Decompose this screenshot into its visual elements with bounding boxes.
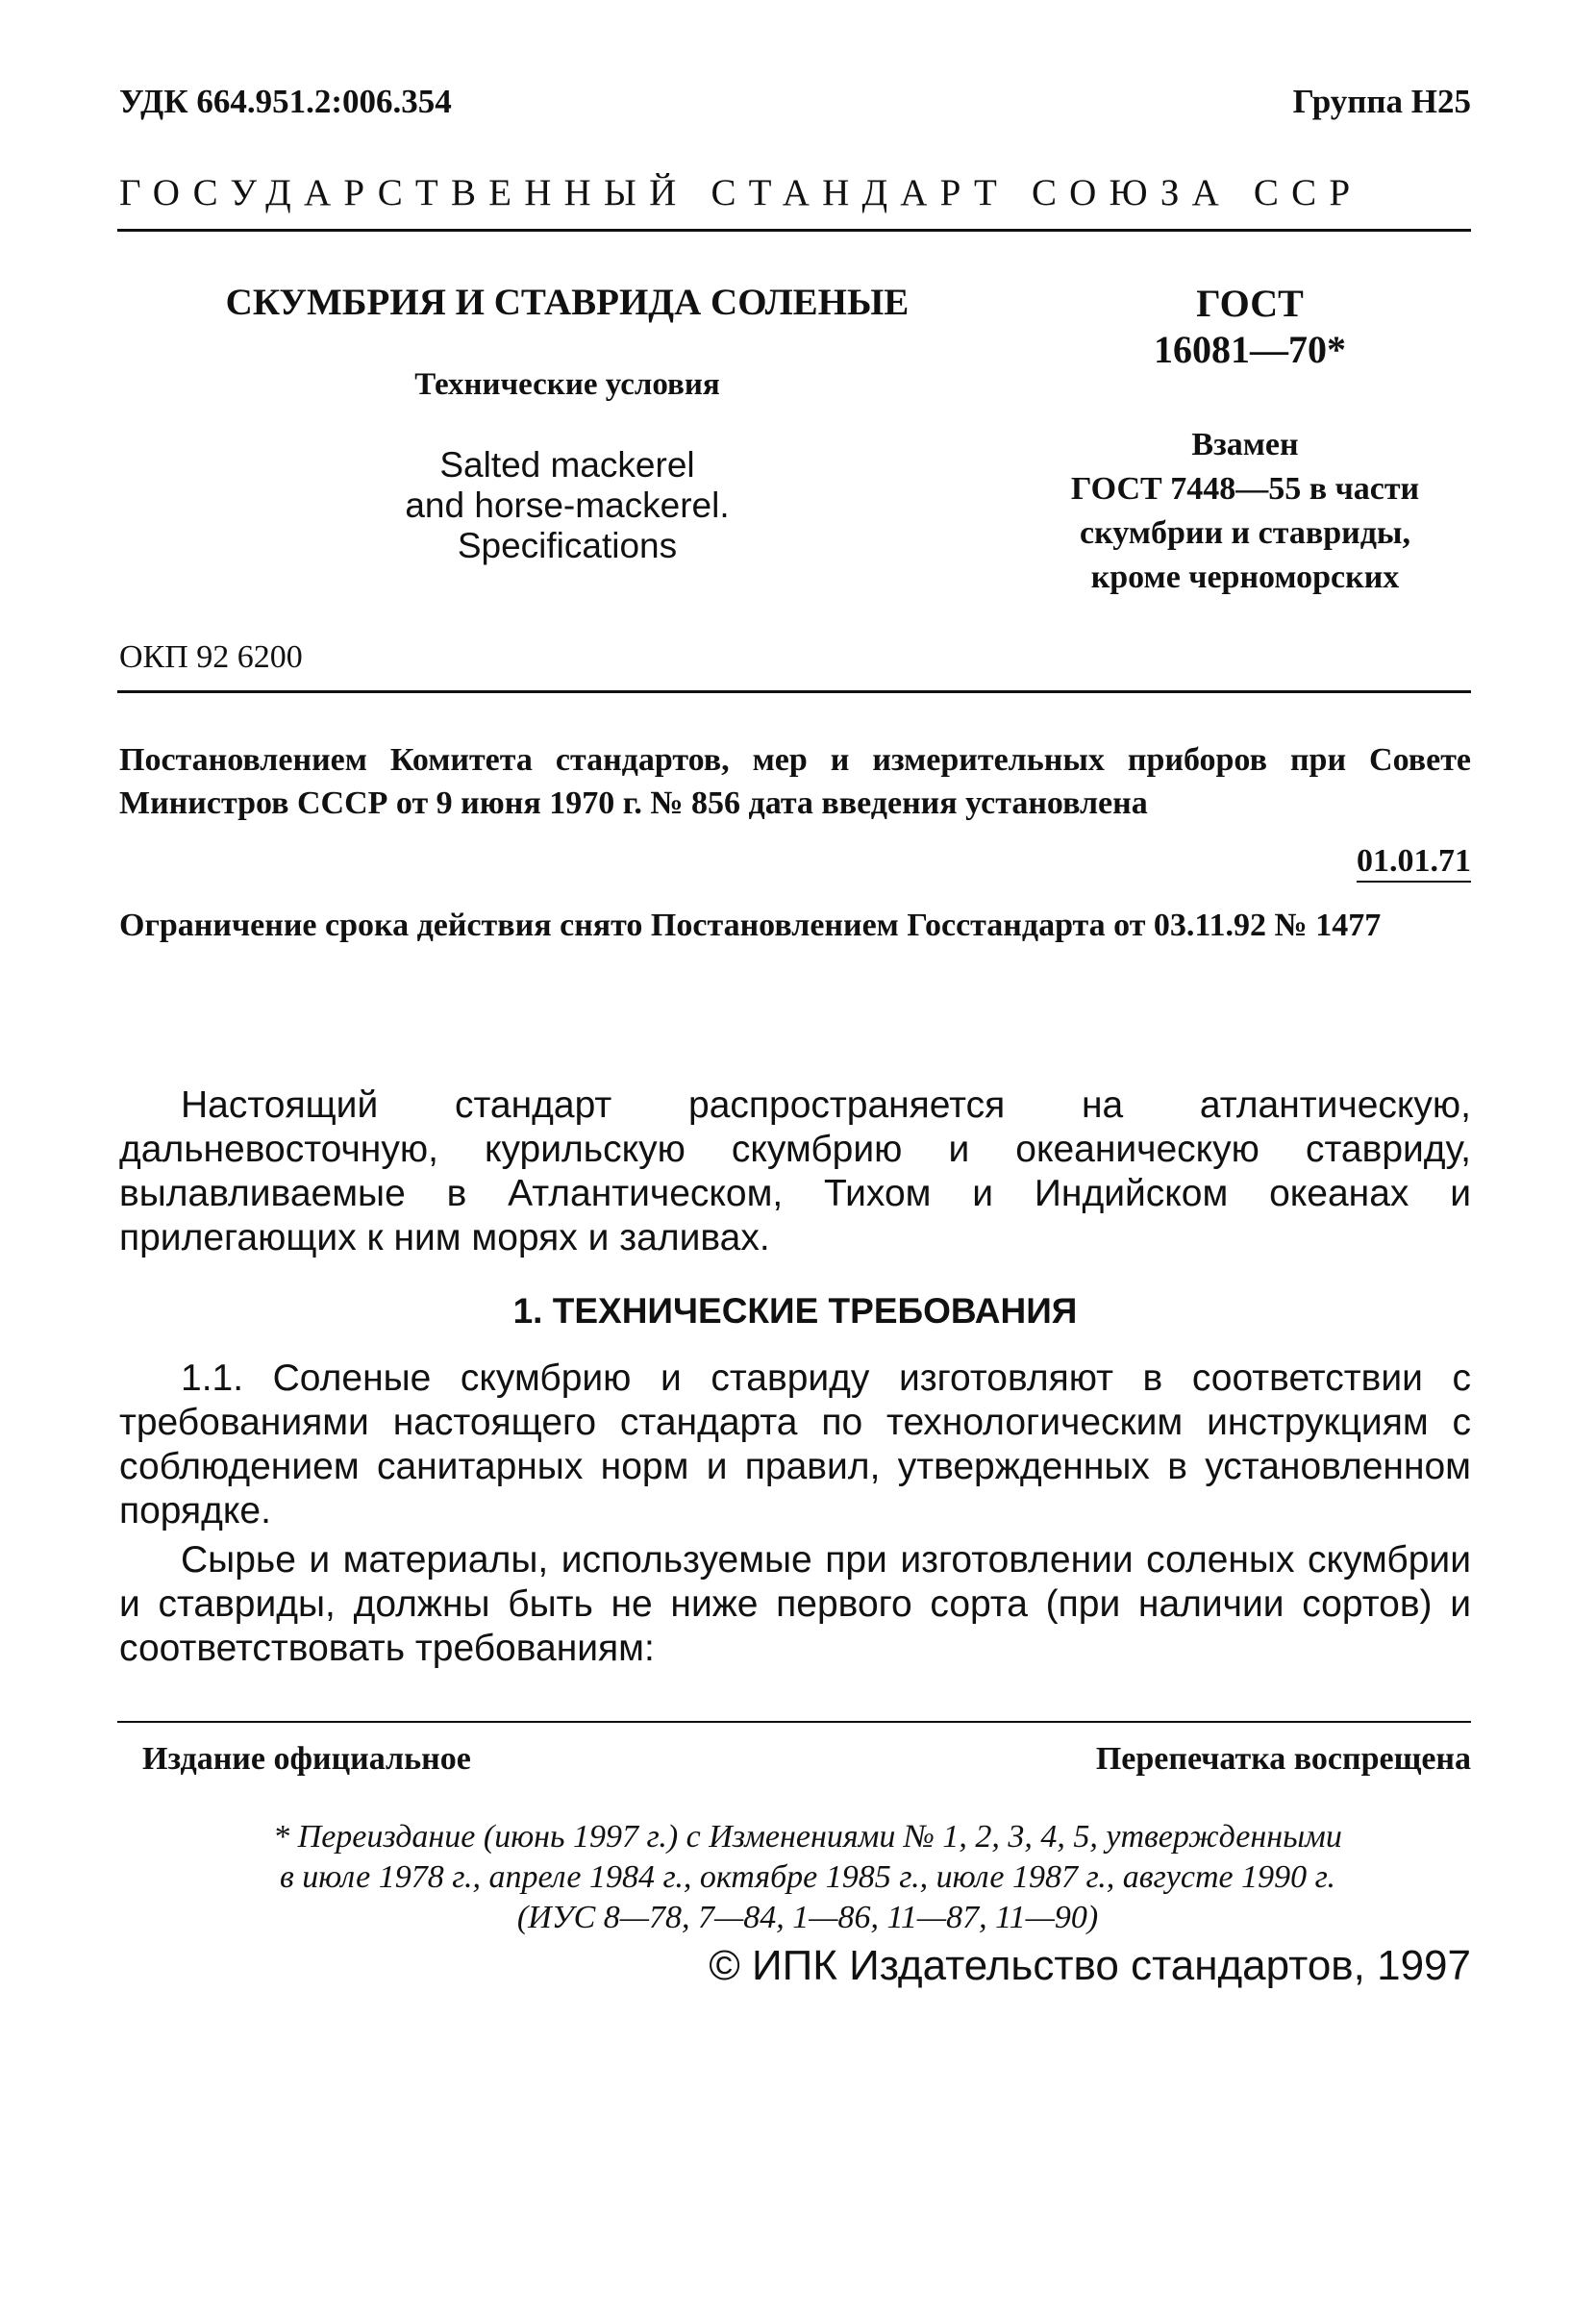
- replaces-note: [1005, 423, 1485, 600]
- footer-divider: [117, 1721, 1471, 1723]
- okp-code: ОКП 92 6200: [119, 639, 303, 675]
- section-heading: 1. ТЕХНИЧЕСКИЕ ТРЕБОВАНИЯ: [512, 1291, 1078, 1331]
- reprint-note: [144, 1817, 1471, 1938]
- limit-removed-note: Ограничение срока действия снято Постановлением Госстандарта от 03.11.92 № 1477: [119, 908, 1382, 943]
- english-title-line: Specifications: [457, 526, 678, 565]
- clause-1-1: 1.1. Соленые скумбрию и ставриду изготовляют в соответствии с требованиями настоящего стандарта по технологическим инструкциям с соблюдением санитарных норм и правил, утвержденных в установленном порядке.: [119, 1357, 1471, 1532]
- english-title-line: and horse-mackerel.: [405, 486, 730, 525]
- scope-paragraph: Настоящий стандарт распространяется на атлантическую, дальневосточную, курильскую скумбрию и океаническую ставриду, вылавливаемые в Атлантическом, Тихом и Индийском океанах и прилегающих к ним морях и заливах.: [119, 1084, 1471, 1258]
- replaces-line: Взамен: [1191, 427, 1299, 462]
- english-title: [269, 445, 865, 566]
- gost-label: ГОСТ: [1196, 282, 1304, 325]
- document-title: СКУМБРИЯ И СТАВРИДА СОЛЕНЫЕ: [225, 282, 910, 323]
- reprint-note-line: * Переиздание (июнь 1997 г.) с Изменениями № 1, 2, 3, 4, 5, утвержденными: [273, 1819, 1342, 1855]
- document-subtitle: Технические условия: [414, 367, 720, 402]
- official-edition-label: Издание официальное: [142, 1741, 471, 1777]
- reprint-note-line: в июле 1978 г., апреле 1984 г., октябре 1985 г., июле 1987 г., августе 1990 г.: [280, 1859, 1335, 1895]
- english-title-line: Salted mackerel: [439, 445, 695, 485]
- group-code: Группа Н25: [1292, 83, 1471, 120]
- gost-designation: [1019, 281, 1481, 373]
- replaces-line: кроме черноморских: [1090, 560, 1400, 595]
- replaces-line: ГОСТ 7448—55 в части: [1070, 471, 1420, 507]
- no-reprint-label: Перепечатка воспрещена: [1095, 1741, 1471, 1777]
- replaces-line: скумбрии и ставриды,: [1080, 515, 1410, 551]
- reprint-note-line: (ИУС 8—78, 7—84, 1—86, 11—87, 11—90): [516, 1900, 1099, 1935]
- copyright-line: © ИПК Издательство стандартов, 1997: [709, 1942, 1471, 1989]
- title-divider: [117, 690, 1471, 693]
- decree-text: Постановлением Комитета стандартов, мер и измерительных приборов при Совете Министров СССР от 9 июня 1970 г. № 856 дата введения установлена: [119, 742, 1471, 821]
- introduction-date: 01.01.71: [1357, 842, 1471, 883]
- header-divider: [117, 229, 1471, 232]
- state-standard-heading: ГОСУДАРСТВЕННЫЙ СТАНДАРТ СОЮЗА ССР: [119, 172, 1363, 213]
- raw-materials-paragraph: Сырье и материалы, используемые при изготовлении соленых скумбрии и ставриды, должны быть не ниже первого сорта (при наличии сортов) и соответствовать требованиям:: [119, 1539, 1471, 1669]
- gost-number: 16081—70*: [1154, 328, 1346, 371]
- udk-code: УДК 664.951.2:006.354: [119, 83, 452, 120]
